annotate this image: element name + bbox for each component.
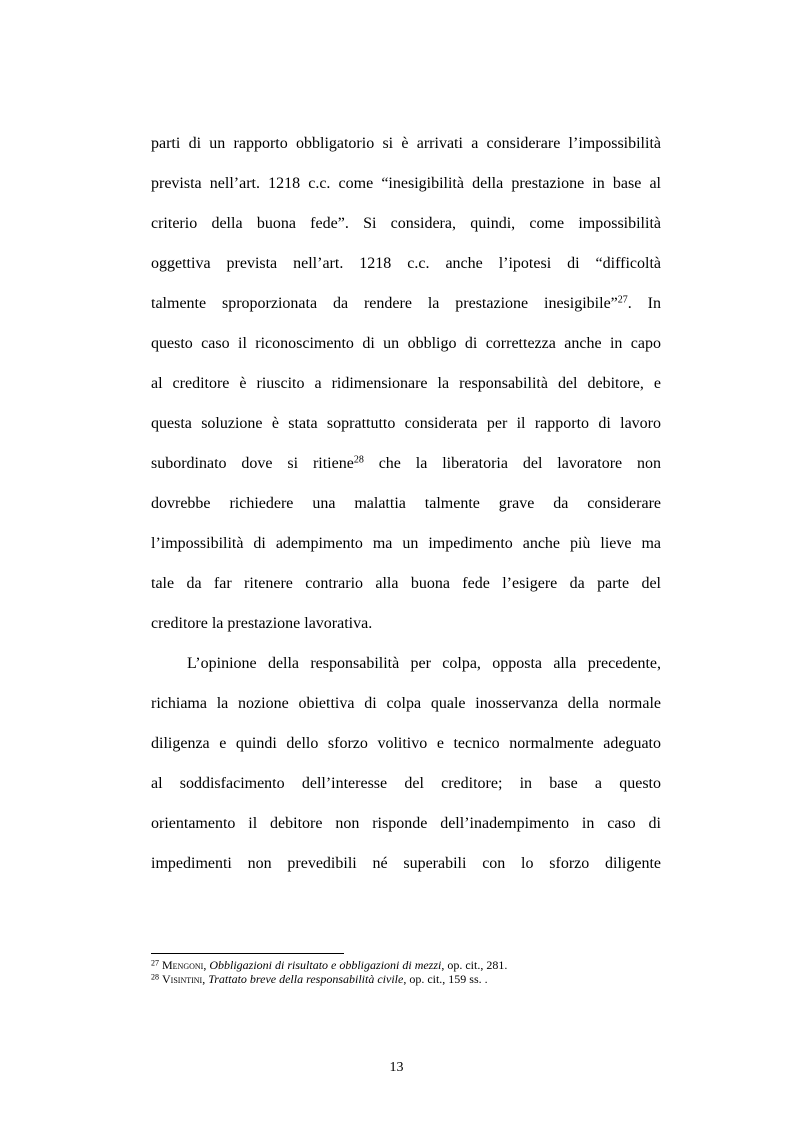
footnote-number: 28: [151, 972, 159, 982]
text-line: al soddisfacimento dell’interesse del creditore; in base a questo: [151, 775, 661, 792]
footnote-author: Mengoni: [162, 958, 204, 972]
footnote-reference: , op. cit., 281.: [441, 958, 508, 972]
footnote-28: $^{28}$ Visintini, Trattato breve della responsabilità civile, op. cit., 159 ss. .: [151, 972, 488, 986]
footnote-title: Trattato breve della responsabilità civile: [208, 972, 404, 986]
text-line: impedimenti non prevedibili né superabili con lo sforzo diligente: [151, 855, 661, 872]
footnote-separator: [151, 953, 344, 954]
text-line: prevista nell’art. 1218 c.c. come “inesigibilità della prestazione in base al: [151, 175, 661, 192]
text-segment: talmente sproporzionata da rendere la prestazione inesigibile”: [151, 295, 618, 312]
text-line: [151, 288, 661, 328]
footnote-reference: , op. cit., 159 ss. .: [403, 972, 488, 986]
footnote-title: Obbligazioni di risultato e obbligazioni di mezzi: [209, 958, 442, 972]
text-line: questo caso il riconoscimento di un obbligo di correttezza anche in capo: [151, 335, 661, 352]
text-segment: . In: [627, 295, 662, 312]
footnote-ref-27[interactable]: 27: [617, 294, 628, 306]
text-line: questa soluzione è stata soprattutto considerata per il rapporto di lavoro: [151, 415, 661, 432]
footnotes: [151, 958, 671, 986]
text-line: criterio della buona fede”. Si considera, quindi, come impossibilità: [151, 215, 661, 232]
text-line: l’impossibilità di adempimento ma un impedimento anche più lieve ma: [151, 535, 661, 552]
text-line: al creditore è riuscito a ridimensionare la responsabilità del debitore, e: [151, 375, 661, 392]
paragraph-start-line: L’opinione della responsabilità per colpa, opposta alla precedente,: [187, 655, 661, 672]
page-number: 13: [389, 1060, 404, 1075]
footnote-27: $^{27}$ Mengoni, Obbligazioni di risultato e obbligazioni di mezzi, op. cit., 281.: [151, 958, 508, 972]
text-line: diligenza e quindi dello sforzo volitivo e tecnico normalmente adeguato: [151, 735, 661, 752]
body-text: [151, 128, 661, 888]
text-line: richiama la nozione obiettiva di colpa quale inosservanza della normale: [151, 695, 661, 712]
text-line: creditore la prestazione lavorativa.: [151, 615, 373, 632]
text-segment: subordinato dove si ritiene: [151, 455, 354, 472]
text-line: dovrebbe richiedere una malattia talmente grave da considerare: [151, 495, 661, 512]
footnote-author: Visintini: [162, 972, 203, 986]
footnote-ref-28[interactable]: 28: [353, 454, 364, 466]
text-segment: che la liberatoria del lavoratore non: [363, 455, 661, 472]
footnote-number: 27: [151, 958, 159, 968]
text-line: tale da far ritenere contrario alla buona fede l’esigere da parte del: [151, 575, 661, 592]
text-line: oggettiva prevista nell’art. 1218 c.c. anche l’ipotesi di “difficoltà: [151, 255, 661, 272]
text-line: orientamento il debitore non risponde dell’inadempimento in caso di: [151, 815, 661, 832]
text-line: parti di un rapporto obbligatorio si è arrivati a considerare l’impossibilità: [151, 135, 661, 152]
text-line: [151, 448, 661, 488]
